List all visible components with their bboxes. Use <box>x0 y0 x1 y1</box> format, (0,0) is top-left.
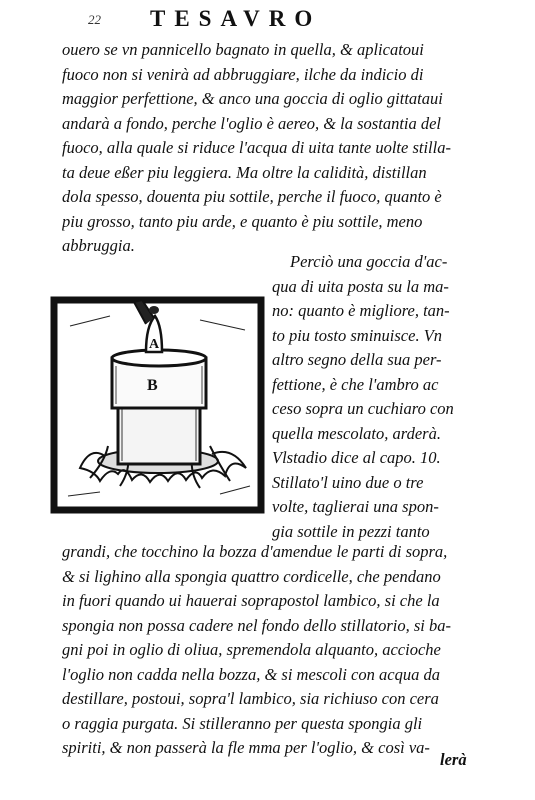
figure-label-a: A <box>149 337 160 352</box>
text-line: volte, taglierai una spon- <box>272 497 439 516</box>
figure-label-b: B <box>147 377 158 394</box>
text-line: in fuori quando ui hauerai soprapostol lambico, si che la <box>62 591 440 610</box>
text-line: piu grosso, tanto piu arde, e quanto è piu sottile, meno <box>62 211 423 231</box>
text-line: Perciò una goccia d'ac- <box>290 252 448 271</box>
text-line: qua di uita posta su la ma- <box>272 276 449 296</box>
paragraph-1 <box>62 38 494 259</box>
text-line: fuoco non si venirà ad abbruggiare, ilche da indicio di <box>62 64 424 84</box>
page-header <box>0 6 535 32</box>
text-line: Stillato'l uino due o tre <box>272 472 424 492</box>
text-line: & si lighino alla spongia quattro cordicelle, che pendano <box>62 566 441 586</box>
text-line: Vlstadio dice al capo. 10. <box>272 448 441 467</box>
text-line: ceso sopra un cuchiaro con <box>272 399 454 418</box>
paragraph-3 <box>62 540 494 761</box>
text-line: quella mescolato, arderà. <box>272 423 441 443</box>
text-line: no: quanto è migliore, tan- <box>272 301 450 320</box>
paragraph-2 <box>272 250 494 544</box>
text-line: abbruggia. <box>62 236 135 255</box>
text-line: ta deue eßer piu leggiera. Ma oltre la calidità, distillan <box>62 162 427 182</box>
text-line: altro segno della sua per- <box>272 350 442 369</box>
text-line: l'oglio non cadda nella bozza, & si mescoli con acqua da <box>62 664 440 684</box>
text-line: maggior perfettione, & anco una goccia di oglio gittataui <box>62 89 443 108</box>
page-number: 22 <box>88 12 101 27</box>
text-line: dola spesso, douenta piu sottile, perche il fuoco, quanto è <box>62 187 442 206</box>
alembic-woodcut-illustration <box>50 296 265 514</box>
text-line: andarà a fondo, perche l'oglio è aereo, & la sostantia del <box>62 113 442 133</box>
text-line: ouero se vn pannicello bagnato in quella, & aplicatoui <box>62 40 424 59</box>
text-line: fuoco, alla quale si riduce l'acqua di uita tante uolte stilla- <box>62 138 451 157</box>
text-line: spongia non possa cadere nel fondo dello stillatorio, si ba- <box>62 615 451 635</box>
catchword: lerà <box>440 750 467 769</box>
text-line: gni poi in oglio di oliua, spremendola alquanto, accioche <box>62 640 441 659</box>
text-line: gia sottile in pezzi tanto <box>272 521 430 541</box>
text-line: grandi, che tocchino la bozza d'amendue le parti di sopra, <box>62 542 448 561</box>
text-line: destillare, postoui, sopra'l lambico, sia richiuso con cera <box>62 689 439 708</box>
text-line: o raggia purgata. Si stilleranno per questa spongia gli <box>62 713 423 733</box>
text-line: fettione, è che l'ambro ac <box>272 374 439 394</box>
text-line: spiriti, & non passerà la fle mma per l'oglio, & così va- <box>62 738 430 757</box>
running-title: TESAVRO <box>150 6 322 31</box>
text-line: to piu tosto sminuisce. Vn <box>272 325 443 345</box>
